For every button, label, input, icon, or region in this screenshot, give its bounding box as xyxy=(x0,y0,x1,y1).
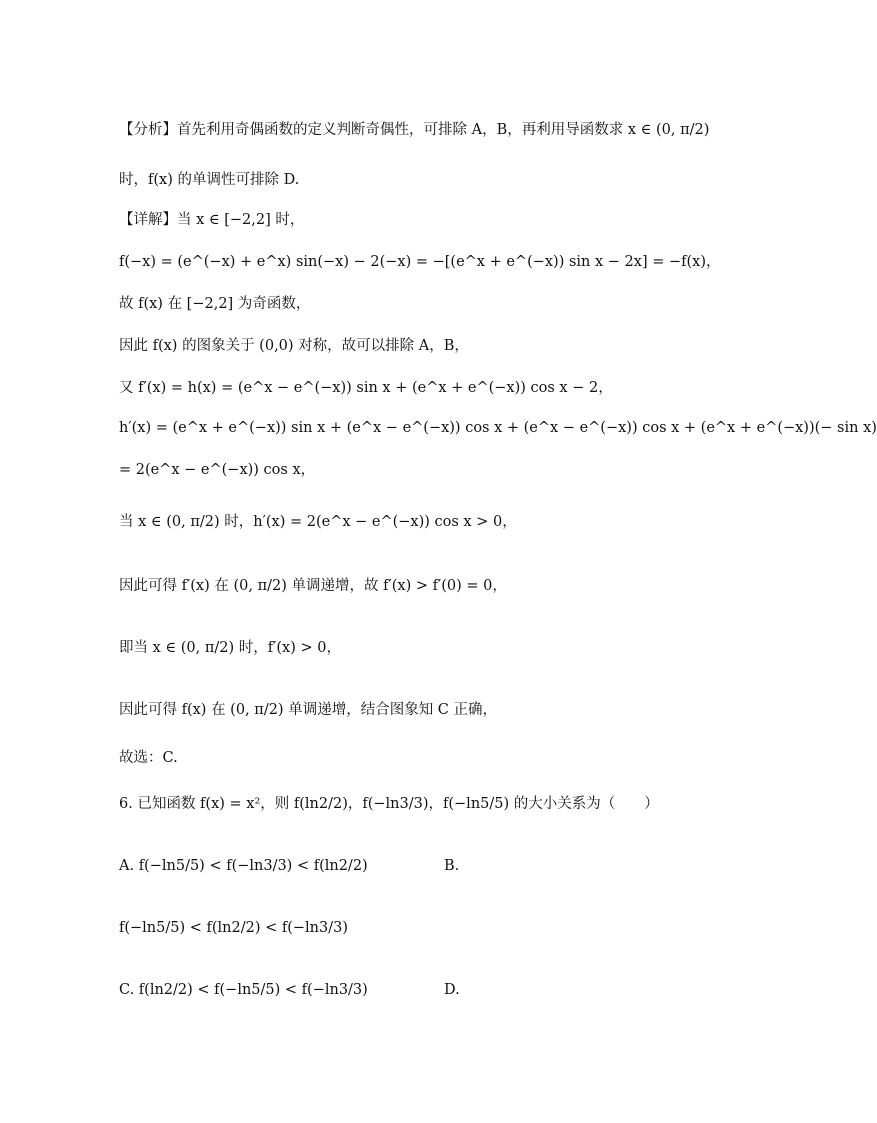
question-6-line: 6. 已知函数 f(x) = x²，则 f(ln2/2)，f(−ln3/3)，f(−ln5/5) 的大小关系为（ ） xyxy=(119,796,659,812)
second-derivative-simplified-line: = 2(e^x − e^(−x)) cos x， xyxy=(119,462,316,478)
equation-line-1: f(−x) = (e^(−x) + e^x) sin(−x) − 2(−x) = −[(e^x + e^(−x)) sin x − 2x] = −f(x)， xyxy=(119,254,721,270)
increasing-function-line: 因此可得 f(x) 在 (0, π/2) 单调递增，结合图象知 C 正确， xyxy=(119,702,498,718)
option-d-label: D. xyxy=(444,982,460,998)
answer-line: 故选：C. xyxy=(119,750,178,766)
option-b-label: B. xyxy=(444,858,460,874)
detail-heading-line: 【详解】当 x ∈ [−2,2] 时， xyxy=(119,212,305,228)
odd-function-line: 故 f(x) 在 [−2,2] 为奇函数， xyxy=(119,296,311,312)
option-c: C. f(ln2/2) < f(−ln5/5) < f(−ln3/3) xyxy=(119,982,368,998)
second-derivative-line: h′(x) = (e^x + e^(−x)) sin x + (e^x − e^(−x)) cos x + (e^x − e^(−x)) cos x + (e^x + e^(−x))(− sin x) xyxy=(119,420,877,436)
option-b-content: f(−ln5/5) < f(ln2/2) < f(−ln3/3) xyxy=(119,920,349,936)
derivative-positive-line: 即当 x ∈ (0, π/2) 时，f′(x) > 0， xyxy=(119,640,341,656)
increasing-derivative-line: 因此可得 f′(x) 在 (0, π/2) 单调递增，故 f′(x) > f′(0) = 0， xyxy=(119,578,507,594)
positivity-line: 当 x ∈ (0, π/2) 时，h′(x) = 2(e^x − e^(−x)) cos x > 0， xyxy=(119,514,517,530)
analysis-line-1: 【分析】首先利用奇偶函数的定义判断奇偶性，可排除 A，B，再利用导函数求 x ∈ (0, π/2) xyxy=(119,122,710,138)
option-a: A. f(−ln5/5) < f(−ln3/3) < f(ln2/2) xyxy=(119,858,368,874)
derivative-line: 又 f′(x) = h(x) = (e^x − e^(−x)) sin x + (e^x + e^(−x)) cos x − 2， xyxy=(119,380,613,396)
analysis-line-2: 时，f(x) 的单调性可排除 D. xyxy=(119,172,300,188)
symmetry-line: 因此 f(x) 的图象关于 (0,0) 对称，故可以排除 A，B， xyxy=(119,338,469,354)
